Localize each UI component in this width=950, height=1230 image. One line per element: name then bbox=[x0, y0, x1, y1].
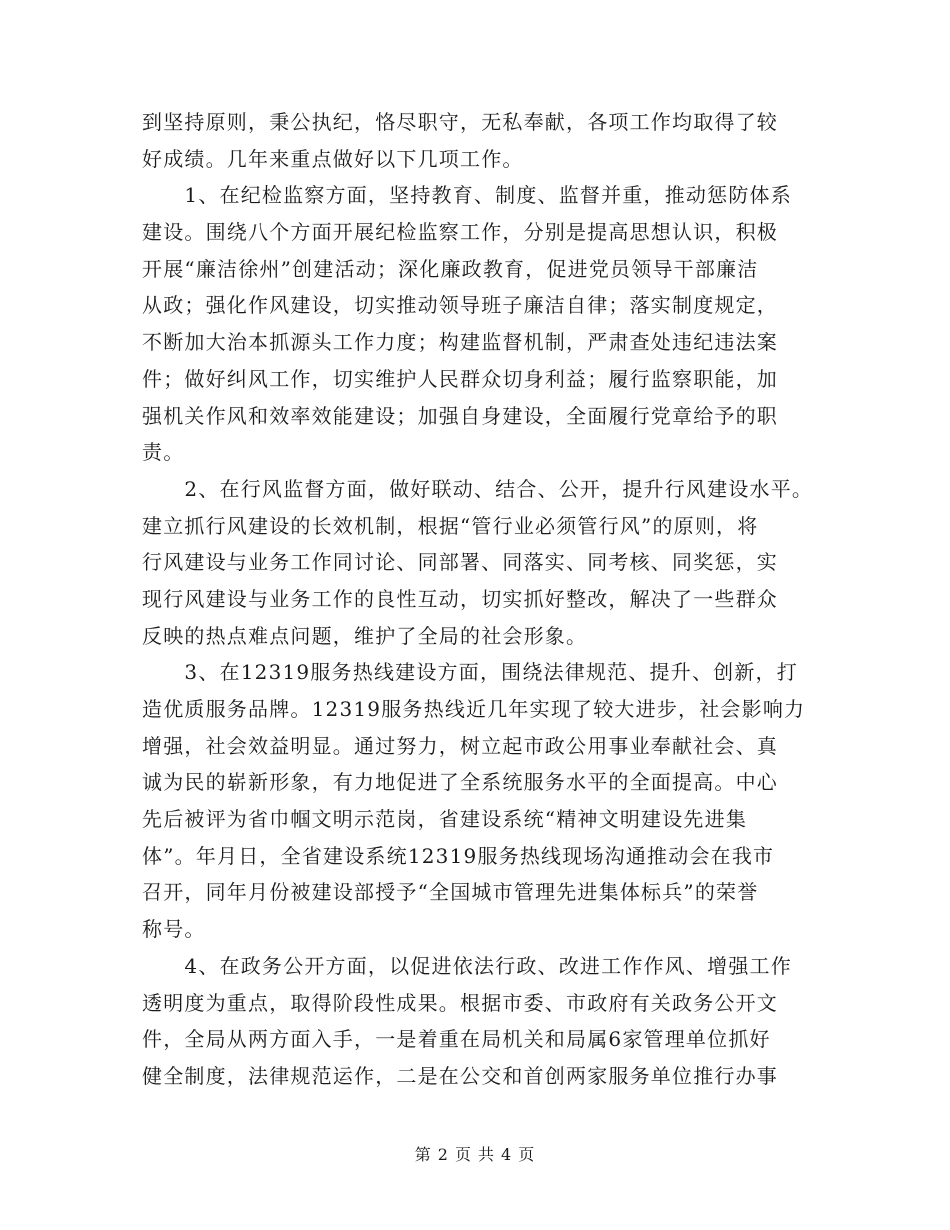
text-line: 责。 bbox=[142, 440, 185, 465]
text-line: 称号。 bbox=[142, 917, 206, 942]
text-line: 从政；强化作风建设，切实推动领导班子廉洁自律；落实制度规定， bbox=[142, 293, 778, 318]
footer-page-unit: 页 bbox=[454, 1145, 472, 1164]
text-line: 透明度为重点，取得阶段性成果。根据市委、市政府有关政务公开文 bbox=[142, 990, 778, 1015]
text-line: 建设。围绕八个方面开展纪检监察工作，分别是提高思想认识，积极 bbox=[142, 220, 778, 245]
text-line: 行风建设与业务工作同讨论、同部署、同落实、同考核、同奖惩，实 bbox=[142, 550, 778, 575]
text-line: 诚为民的崭新形象，有力地促进了全系统服务水平的全面提高。中心 bbox=[142, 770, 778, 795]
document-body bbox=[142, 104, 814, 1095]
page-footer bbox=[0, 1142, 950, 1165]
text-line: 先后被评为省巾帼文明示范岗，省建设系统“精神文明建设先进集 bbox=[142, 807, 748, 832]
text-line: 3、在12319服务热线建设方面，围绕法律规范、提升、创新，打 bbox=[142, 660, 798, 685]
footer-total-unit: 页 bbox=[518, 1145, 536, 1164]
footer-total-label: 共 bbox=[478, 1145, 496, 1164]
footer-total-pages: 4 bbox=[501, 1145, 513, 1164]
text-line: 不断加大治本抓源头工作力度；构建监督机制，严肃查处违纪违法案 bbox=[142, 330, 778, 355]
text-line: 召开，同年月份被建设部授予“全国城市管理先进集体标兵”的荣誉 bbox=[142, 880, 759, 905]
text-line: 件；做好纠风工作，切实维护人民群众切身利益；履行监察职能，加 bbox=[142, 366, 778, 391]
text-line: 1、在纪检监察方面，坚持教育、制度、监督并重，推动惩防体系 bbox=[142, 183, 792, 208]
text-line: 4、在政务公开方面，以促进依法行政、改进工作作风、增强工作 bbox=[142, 953, 792, 978]
text-line: 2、在行风监督方面，做好联动、结合、公开，提升行风建设水平。 bbox=[142, 476, 814, 501]
text-line: 健全制度，法律规范运作，二是在公交和首创两家服务单位推行办事 bbox=[142, 1063, 778, 1088]
text-line: 增强，社会效益明显。通过努力，树立起市政公用事业奉献社会、真 bbox=[142, 733, 778, 758]
text-line: 强机关作风和效率效能建设；加强自身建设，全面履行党章给予的职 bbox=[142, 403, 778, 428]
footer-page-label: 第 bbox=[414, 1145, 432, 1164]
footer-page-number: 2 bbox=[437, 1145, 449, 1164]
text-line: 反映的热点难点问题，维护了全局的社会形象。 bbox=[142, 623, 588, 648]
text-line: 开展“廉洁徐州”创建活动；深化廉政教育，促进党员领导干部廉洁 bbox=[142, 256, 759, 281]
text-line: 到坚持原则，秉公执纪，恪尽职守，无私奉献，各项工作均取得了较 bbox=[142, 110, 778, 134]
text-line: 建立抓行风建设的长效机制，根据“管行业必须管行风”的原则，将 bbox=[142, 513, 759, 538]
text-line: 好成绩。几年来重点做好以下几项工作。 bbox=[142, 146, 524, 171]
text-line: 现行风建设与业务工作的良性互动，切实抓好整改，解决了一些群众 bbox=[142, 586, 778, 611]
text-line: 件，全局从两方面入手，一是着重在局机关和局属6家管理单位抓好 bbox=[142, 1027, 771, 1052]
text-line: 造优质服务品牌。12319服务热线近几年实现了较大进步，社会影响力 bbox=[142, 697, 806, 721]
text-line: 体”。年月日，全省建设系统12319服务热线现场沟通推动会在我市 bbox=[142, 843, 775, 868]
